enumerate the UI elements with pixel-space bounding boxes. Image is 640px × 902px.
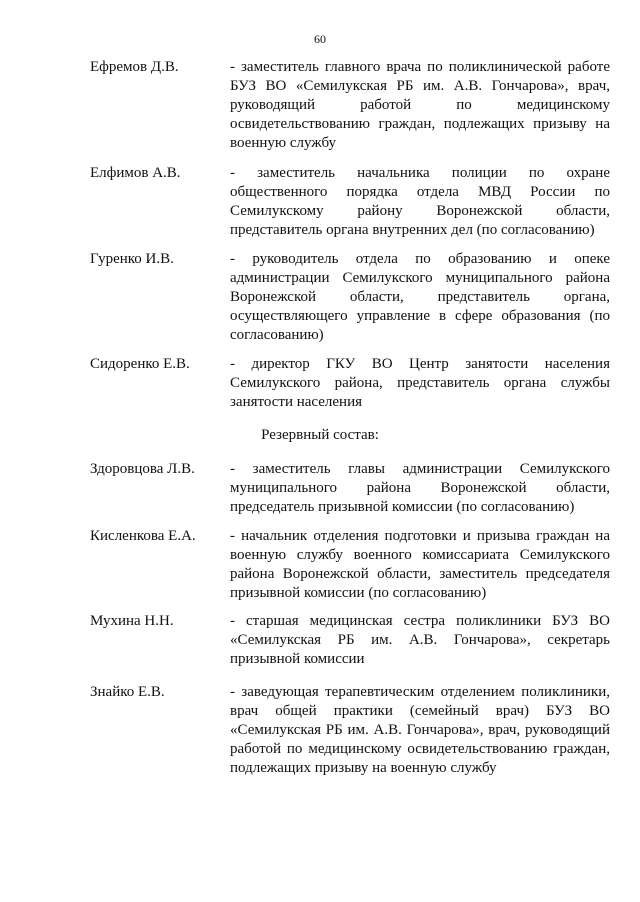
member-name: Ефремов Д.В. <box>90 59 179 75</box>
member-name: Кисленкова Е.А. <box>90 528 196 544</box>
member-description: - директор ГКУ ВО Центр занятости населения Семилукского района, представитель органа службы занятости населения <box>230 356 610 410</box>
member-name: Гуренко И.В. <box>90 251 174 267</box>
page-number: 60 <box>314 32 326 46</box>
member-description: - заместитель главы администрации Семилукского муниципального района Воронежской области, председатель призывной комиссии (по согласованию) <box>230 461 610 515</box>
member-description: - начальник отделения подготовки и призыва граждан на военную службу военного комиссариата Семилукского района Воронежской области, заместитель председателя призывной комиссии (по согласованию) <box>230 528 610 601</box>
member-name: Знайко Е.В. <box>90 684 165 700</box>
reserve-section-title: Резервный состав: <box>261 427 379 443</box>
member-name: Сидоренко Е.В. <box>90 356 190 372</box>
member-name: Елфимов А.В. <box>90 165 181 181</box>
member-name: Мухина Н.Н. <box>90 613 174 629</box>
member-description: - заместитель главного врача по поликлинической работе БУЗ ВО «Семилукская РБ им. А.В. Гончарова», врач, руководящий работой по медицинскому освидетельствованию граждан, подлежащих призыву на военную службу <box>230 59 610 151</box>
member-description: - руководитель отдела по образованию и опеке администрации Семилукского муниципального района Воронежской области, представитель органа, осуществляющего управление в сфере образования (по согласованию) <box>230 251 610 343</box>
member-description: - заместитель начальника полиции по охране общественного порядка отдела МВД России по Семилукскому району Воронежской области, представитель органа внутренних дел (по согласованию) <box>230 165 610 238</box>
member-description: - старшая медицинская сестра поликлиники БУЗ ВО «Семилукская РБ им. А.В. Гончарова», секретарь призывной комиссии <box>230 613 610 667</box>
member-name: Здоровцова Л.В. <box>90 461 195 477</box>
member-description: - заведующая терапевтическим отделением поликлиники, врач общей практики (семейный врач) БУЗ ВО «Семилукская РБ им. А.В. Гончарова», врач, руководящий работой по медицинскому освидетельствованию граждан, подлежащих призыву на военную службу <box>230 684 610 776</box>
